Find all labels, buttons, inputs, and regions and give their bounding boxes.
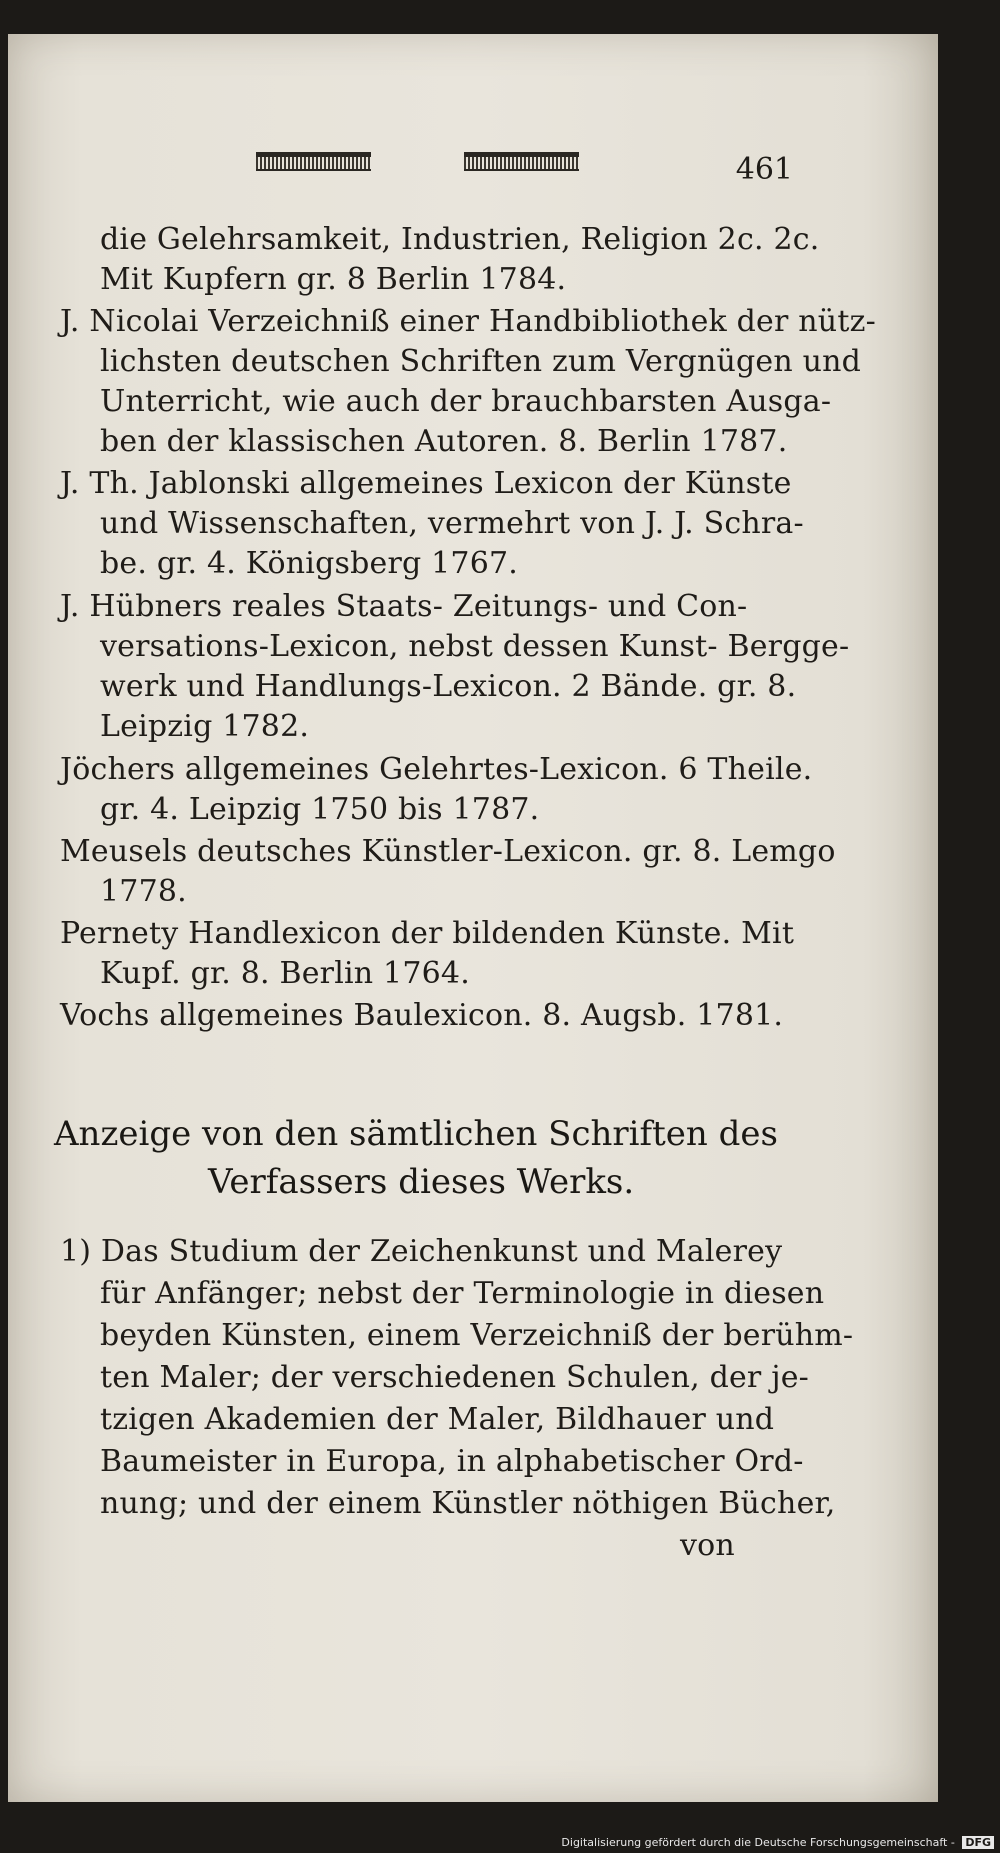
entry-line: Kupf. gr. 8. Berlin 1764. bbox=[100, 956, 470, 991]
item-line: Baumeister in Europa, in alphabetischer Ord- bbox=[100, 1444, 804, 1479]
entry-line: Vochs allgemeines Baulexicon. 8. Augsb. 1781. bbox=[60, 998, 784, 1033]
entry-line: Jöchers allgemeines Gelehrtes-Lexicon. 6 Theile. bbox=[60, 752, 813, 787]
entry-line: werk und Handlungs-Lexicon. 2 Bände. gr. 8. bbox=[100, 669, 797, 704]
book-page bbox=[8, 34, 938, 1802]
section-heading-line1: Anzeige von den sämtlichen Schriften des bbox=[54, 1114, 778, 1154]
entry-line: Mit Kupfern gr. 8 Berlin 1784. bbox=[100, 262, 567, 297]
item-line: für Anfänger; nebst der Terminologie in diesen bbox=[100, 1276, 825, 1311]
header-ornament-left bbox=[256, 152, 371, 171]
item-line: 1) Das Studium der Zeichenkunst und Malerey bbox=[60, 1234, 783, 1269]
entry-line: J. Hübners reales Staats- Zeitungs- und Con- bbox=[60, 589, 748, 624]
dfg-logo: DFG bbox=[962, 1836, 994, 1849]
digitization-footer bbox=[561, 1836, 994, 1849]
footer-text: Digitalisierung gefördert durch die Deutsche Forschungsgemeinschaft - bbox=[561, 1836, 955, 1849]
item-line: tzigen Akademien der Maler, Bildhauer und bbox=[100, 1402, 775, 1437]
entry-line: Leipzig 1782. bbox=[100, 709, 310, 744]
entry-line: Pernety Handlexicon der bildenden Künste. Mit bbox=[60, 916, 795, 951]
entry-line: J. Th. Jablonski allgemeines Lexicon der Künste bbox=[60, 466, 792, 501]
entry-line: Meusels deutsches Künstler-Lexicon. gr. 8. Lemgo bbox=[60, 834, 836, 869]
entry-line: gr. 4. Leipzig 1750 bis 1787. bbox=[100, 792, 540, 827]
entry-line: und Wissenschaften, vermehrt von J. J. Schra- bbox=[100, 506, 804, 541]
entry-line: ben der klassischen Autoren. 8. Berlin 1787. bbox=[100, 424, 788, 459]
entry-line: Unterricht, wie auch der brauchbarsten Ausga- bbox=[100, 384, 832, 419]
header-ornament-right bbox=[464, 152, 579, 171]
item-line: ten Maler; der verschiedenen Schulen, der je- bbox=[100, 1360, 810, 1395]
entry-line: J. Nicolai Verzeichniß einer Handbibliothek der nütz- bbox=[60, 304, 876, 339]
item-line: nung; und der einem Künstler nöthigen Bücher, bbox=[100, 1486, 836, 1521]
entry-line: versations-Lexicon, nebst dessen Kunst- Bergge- bbox=[100, 629, 850, 664]
entry-line: lichsten deutschen Schriften zum Vergnügen und bbox=[100, 344, 862, 379]
entry-line: die Gelehrsamkeit, Industrien, Religion 2c. 2c. bbox=[100, 222, 820, 257]
item-line: beyden Künsten, einem Verzeichniß der berühm- bbox=[100, 1318, 854, 1353]
section-heading-line2: Verfassers dieses Werks. bbox=[208, 1162, 635, 1202]
page-number: 461 bbox=[735, 152, 793, 187]
entry-line: be. gr. 4. Königsberg 1767. bbox=[100, 546, 519, 581]
entry-line: 1778. bbox=[100, 874, 187, 909]
catchword: von bbox=[680, 1528, 735, 1563]
